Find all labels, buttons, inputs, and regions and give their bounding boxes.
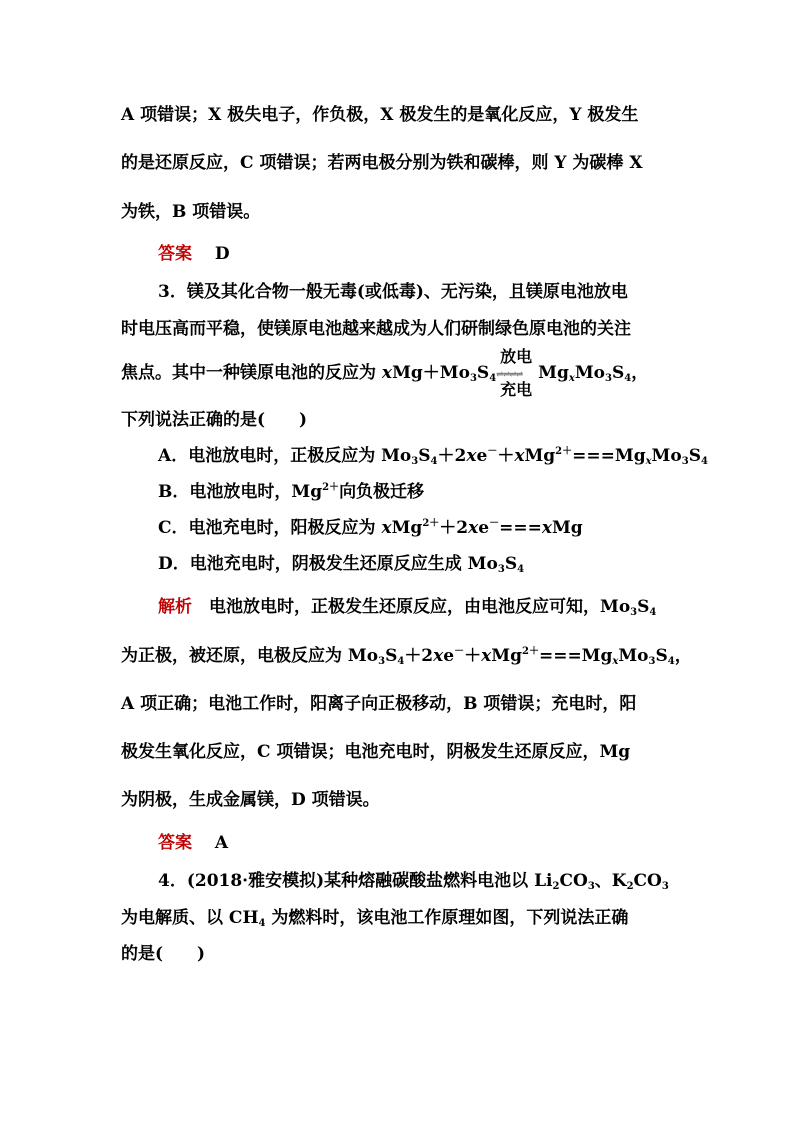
answer-line xyxy=(158,832,228,854)
question-line: 4．(2018·雅安模拟)某种熔融碳酸盐燃料电池以 $Li_2CO_3$、$K_2CO_3$ xyxy=(158,871,669,892)
analysis-line: A 项正确；电池工作时，阳离子向正极移动，B 项错误；充电时，阳 xyxy=(121,694,637,714)
analysis-line: 为正极，被还原，电极反应为 $Mo_3S_4+2xe^-+xMg^{2+}===Mg_xMo_3S_4$， xyxy=(121,646,692,667)
answer-label: 答案 xyxy=(158,244,192,264)
question-line: 3．镁及其化合物一般无毒(或低毒)、无污染，且镁原电池放电 xyxy=(158,282,628,302)
question-line: 的是( ) xyxy=(121,944,206,964)
analysis-line: 为阴极，生成金属镁，D 项错误。 xyxy=(121,790,380,810)
analysis-line: 极发生氧化反应，C 项错误；电池充电时，阴极发生还原反应，Mg xyxy=(121,742,631,762)
formula: $Mg_xMo_3S_4$， xyxy=(538,363,649,384)
question-line: 下列说法正确的是( ) xyxy=(121,410,308,430)
option-c: C．电池充电时，阳极反应为 xMg$^{2+}$＋2xe－===xMg xyxy=(158,518,583,538)
answer-value: A xyxy=(214,833,229,853)
question-line: 时电压高而平稳，使镁原电池越来越成为人们研制绿色原电池的关注 xyxy=(121,319,631,339)
option-d: D．电池充电时，阴极发生还原反应生成 $Mo_3S_4$ xyxy=(158,554,525,575)
analysis-line: 解析 电池放电时，正极发生还原反应，由电池反应可知，$Mo_3S_4$ xyxy=(158,597,657,618)
question-text: 焦点。其中一种镁原电池的反应为 xyxy=(121,363,382,383)
answer-label: 答案 xyxy=(158,833,192,853)
reversible-arrow: 放电 ⇌⇌⇌⇌ 充电 xyxy=(496,346,533,399)
text-line: A 项错误；X 极失电子，作负极，X 极发生的是氧化反应，Y 极发生 xyxy=(121,105,639,125)
formula: $xMg+Mo_3S_4$ xyxy=(381,363,497,384)
option-b: B．电池放电时，$Mg^{2+}$向负极迁移 xyxy=(158,482,425,502)
question-line: 为电解质、以 $CH_4$ 为燃料时，该电池工作原理如图，下列说法正确 xyxy=(121,908,629,929)
answer-line xyxy=(158,243,230,265)
text-line: 的是还原反应，C 项错误；若两电极分别为铁和碳棒，则 Y 为碳棒 X xyxy=(121,153,643,173)
text-line: 为铁，B 项错误。 xyxy=(121,202,261,222)
answer-value: D xyxy=(214,244,230,264)
question-line xyxy=(121,346,649,399)
option-a: A．电池放电时，正极反应为 $Mo_3S_4+2xe^-+xMg^{2+}===Mg_xMo_3S_4$ xyxy=(158,446,708,467)
analysis-label: 解析 xyxy=(158,597,192,617)
